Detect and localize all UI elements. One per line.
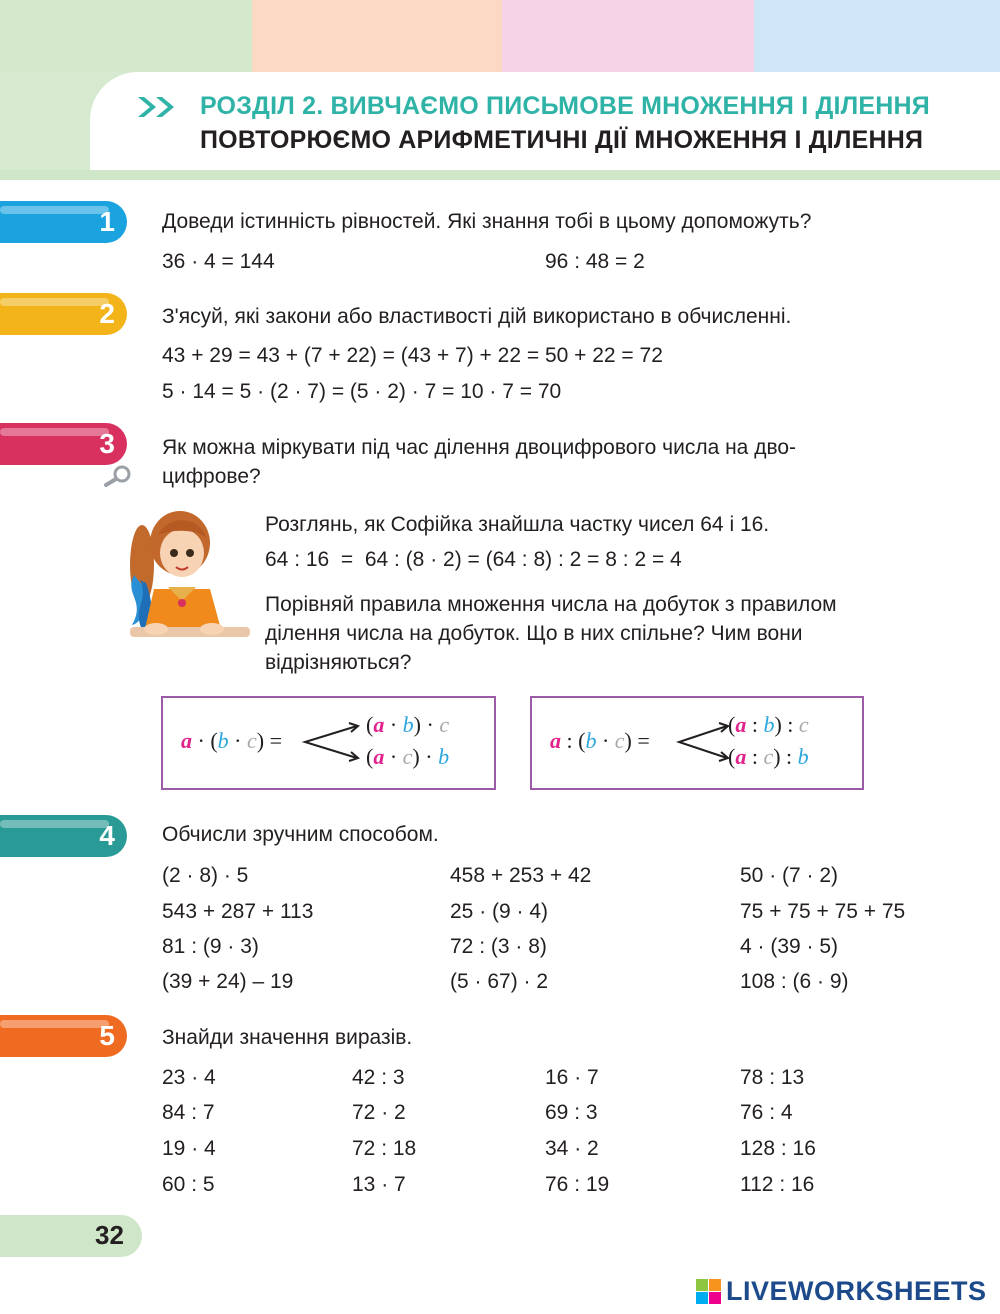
compare-text-line-1: Порівняй правила множення числа на добуток з правилом (265, 593, 837, 616)
topic-title: ПОВТОРЮЄМО АРИФМЕТИЧНІ ДІЇ МНОЖЕННЯ І ДІЛЕННЯ (200, 126, 924, 154)
rule-div-left: a : (b · c) = (550, 728, 650, 753)
task-5-expression: 84 : 7 (162, 1101, 215, 1124)
task-4-expression: (5 · 67) · 2 (450, 970, 549, 993)
branch-arrows-icon (301, 722, 361, 762)
task-5-expression: 76 : 19 (545, 1173, 610, 1196)
task-4-expression: 81 : (9 · 3) (162, 935, 259, 958)
compare-text-line-3: відрізняються? (265, 651, 412, 674)
task-5-expression: 69 : 3 (545, 1101, 598, 1124)
task-1-tab (0, 201, 127, 243)
task-1-text: Доведи істинність рівностей. Які знання тобі в цьому допоможуть? (162, 210, 812, 233)
task-4-expression: 108 : (6 · 9) (740, 970, 849, 993)
task-4-expression: 543 + 287 + 113 (162, 900, 314, 923)
task-5-tab (0, 1015, 127, 1057)
liveworksheets-brand[interactable]: LIVEWORKSHEETS (726, 1276, 987, 1306)
task-4-expression: 458 + 253 + 42 (450, 864, 592, 887)
task-4-number: 4 (99, 820, 115, 851)
task-5-expression: 34 · 2 (545, 1137, 599, 1160)
branch-arrows-icon (675, 722, 731, 762)
task-2-number: 2 (99, 298, 115, 329)
magnifier-icon (103, 463, 133, 489)
task-5-expression: 16 · 7 (545, 1066, 599, 1089)
rule-div-result-2: (a : c) : b (728, 744, 809, 769)
rule-div-result-1: (a : b) : c (728, 712, 809, 737)
task-2-line-1: 43 + 29 = 43 + (7 + 22) = (43 + 7) + 22 = 50 + 22 = 72 (162, 344, 663, 367)
task-2-line-2: 5 · 14 = 5 · (2 · 7) = (5 · 2) · 7 = 10 · 7 = 70 (162, 380, 562, 403)
section-title: РОЗДІЛ 2. ВИВЧАЄМО ПИСЬМОВЕ МНОЖЕННЯ І ДІЛЕННЯ (200, 92, 930, 120)
sofia-equation: 64 : 16 = 64 : (8 · 2) = (64 : 8) : 2 = 8 : 2 = 4 (265, 548, 682, 571)
rule-mult-result-2: (a · c) · b (366, 744, 450, 769)
task-5-expression: 112 : 16 (740, 1173, 815, 1196)
task-4-expression: 75 + 75 + 75 + 75 (740, 900, 906, 923)
top-strip-peach (252, 0, 502, 72)
task-2-tab (0, 293, 127, 335)
task-4-expression: 4 · (39 · 5) (740, 935, 839, 958)
header-underline (0, 170, 1000, 180)
rule-mult-left: a · (b · c) = (181, 728, 282, 753)
task-1-equation-2: 96 : 48 = 2 (545, 250, 645, 273)
page-number: 32 (95, 1220, 124, 1250)
task-5-expression: 72 : 18 (352, 1137, 417, 1160)
task-4-tab (0, 815, 127, 857)
task-5-expression: 19 · 4 (162, 1137, 216, 1160)
task-5-expression: 78 : 13 (740, 1066, 805, 1089)
top-strip-blue (754, 0, 1000, 72)
task-5-expression: 60 : 5 (162, 1173, 215, 1196)
task-1-number: 1 (99, 206, 115, 237)
task-4-expression: 50 · (7 · 2) (740, 864, 839, 887)
rule-box-multiplication (161, 696, 496, 790)
task-1-equation-1: 36 · 4 = 144 (162, 250, 275, 273)
task-5-text: Знайди значення виразів. (162, 1026, 413, 1049)
girl-illustration (120, 505, 250, 640)
task-5-expression: 72 · 2 (352, 1101, 406, 1124)
task-4-text: Обчисли зручним способом. (162, 823, 439, 846)
task-4-expression: 72 : (3 · 8) (450, 935, 547, 958)
double-chevron-icon (136, 95, 182, 119)
task-4-expression: (2 · 8) · 5 (162, 864, 249, 887)
task-4-expression: (39 + 24) – 19 (162, 970, 294, 993)
task-3-text-line-1: Як можна міркувати під час ділення двоцифрового числа на дво- (162, 436, 797, 459)
sofia-text: Розглянь, як Софійка знайшла частку чисел 64 і 16. (265, 513, 770, 536)
header-panel (90, 72, 1000, 170)
compare-text-line-2: ділення числа на добуток. Що в них спільне? Чим вони (265, 622, 803, 645)
liveworksheets-logo-icon (696, 1279, 722, 1305)
top-strip-green (0, 0, 252, 72)
task-4-expression: 25 · (9 · 4) (450, 900, 549, 923)
task-5-expression: 76 : 4 (740, 1101, 793, 1124)
task-2-text: З'ясуй, які закони або властивості дій використано в обчисленні. (162, 305, 792, 328)
top-strip-pink (502, 0, 754, 72)
task-3-tab (0, 423, 127, 465)
task-5-expression: 42 : 3 (352, 1066, 405, 1089)
task-5-expression: 23 · 4 (162, 1066, 216, 1089)
task-3-text-line-2: цифрове? (162, 465, 261, 488)
task-5-expression: 13 · 7 (352, 1173, 406, 1196)
rule-box-division (530, 696, 864, 790)
task-5-expression: 128 : 16 (740, 1137, 816, 1160)
rule-mult-result-1: (a · b) · c (366, 712, 450, 737)
task-5-number: 5 (99, 1020, 115, 1051)
task-3-number: 3 (99, 428, 115, 459)
